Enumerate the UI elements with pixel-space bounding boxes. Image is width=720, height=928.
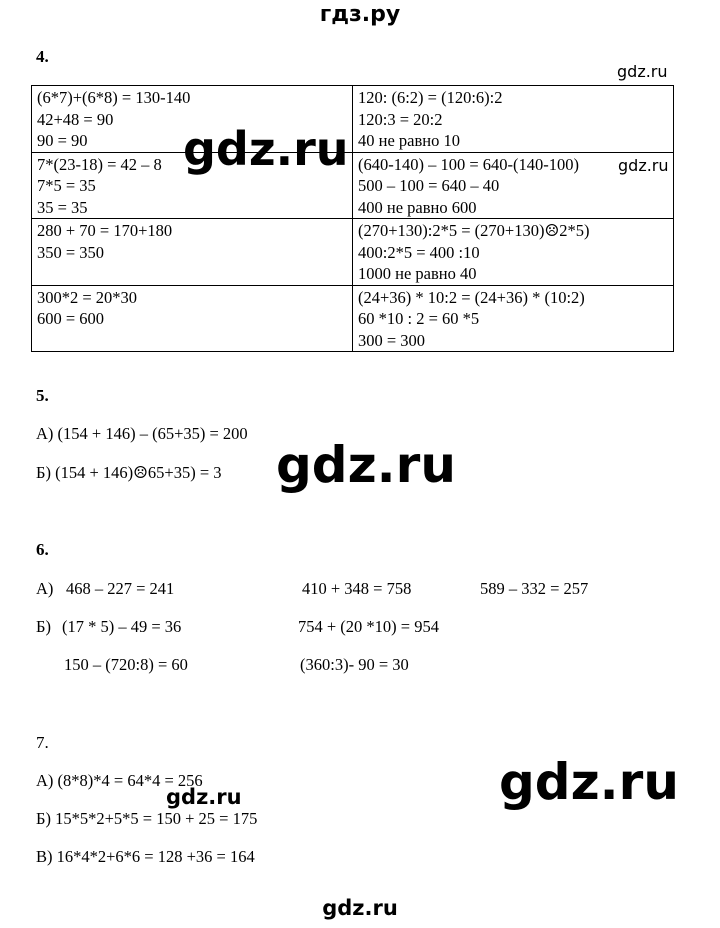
- task-7-c: В) 16*4*2+6*6 = 128 +36 = 164: [36, 847, 255, 866]
- watermark-lower-left: gdz.ru: [166, 785, 242, 809]
- task-6-a1: 468 – 227 = 241: [66, 579, 175, 598]
- task-5-b: Б) (154 + 146)☹65+35) = 3: [36, 463, 222, 482]
- table-cell: [353, 285, 674, 352]
- expression-line: 40 не равно 10: [358, 131, 460, 150]
- site-title: гдз.ру: [319, 2, 401, 27]
- task-6-a-label: А): [36, 579, 54, 598]
- expression-line: (640-140) – 100 = 640-(140-100): [358, 154, 580, 174]
- watermark-table-right: gdz.ru: [618, 156, 669, 175]
- watermark-lower-right: gdz.ru: [499, 753, 679, 811]
- table-row: [32, 285, 674, 352]
- table-cell: [353, 219, 674, 286]
- task-5-a: А) (154 + 146) – (65+35) = 200: [36, 424, 248, 443]
- task-6-a3: 589 – 332 = 257: [480, 579, 589, 598]
- task-4-number: 4.: [36, 47, 49, 66]
- task-7-a: А) (8*8)*4 = 64*4 = 256: [36, 771, 203, 790]
- expression-line: 300 = 300: [358, 330, 426, 350]
- expression-line: (270+130):2*5 = (270+130)☹2*5): [358, 221, 590, 240]
- task-6-a2: 410 + 348 = 758: [302, 579, 412, 598]
- table-row: [32, 86, 674, 153]
- expression-line: 90 = 90: [37, 131, 88, 150]
- task-7-number: 7.: [36, 733, 49, 752]
- task-5-number: 5.: [36, 386, 49, 405]
- expression-line: 400 не равно 600: [358, 197, 477, 217]
- expression-line: 1000 не равно 40: [358, 264, 477, 283]
- table-cell: [353, 86, 674, 153]
- expression-line: 7*(23-18) = 42 – 8: [37, 154, 162, 174]
- expression-line: 500 – 100 = 640 – 40: [358, 176, 500, 195]
- table-cell: [32, 285, 353, 352]
- watermark-table-big: gdz.ru: [183, 122, 349, 176]
- task-6-c1: 150 – (720:8) = 60: [64, 655, 188, 674]
- task-7-b: Б) 15*5*2+5*5 = 150 + 25 = 175: [36, 809, 258, 828]
- task-6-b2: 754 + (20 *10) = 954: [298, 617, 439, 636]
- table-row: [32, 219, 674, 286]
- table-row: [32, 152, 674, 219]
- expression-line: 42+48 = 90: [37, 109, 114, 129]
- expression-line: 280 + 70 = 170+180: [37, 221, 173, 240]
- watermark-bottom: gdz.ru: [322, 896, 398, 920]
- task-4-table: [31, 85, 674, 352]
- expression-line: 300*2 = 20*30: [37, 287, 138, 307]
- expression-line: 35 = 35: [37, 197, 88, 217]
- task-6-b-label: Б): [36, 617, 51, 636]
- task-6-c2: (360:3)- 90 = 30: [300, 655, 409, 674]
- expression-line: 350 = 350: [37, 242, 105, 262]
- expression-line: 400:2*5 = 400 :10: [358, 242, 480, 262]
- task-6-b1: (17 * 5) – 49 = 36: [62, 617, 182, 636]
- expression-line: 60 *10 : 2 = 60 *5: [358, 309, 480, 328]
- watermark-middle: gdz.ru: [276, 436, 456, 494]
- expression-line: 7*5 = 35: [37, 176, 96, 195]
- expression-line: (24+36) * 10:2 = (24+36) * (10:2): [358, 287, 585, 307]
- expression-line: 120: (6:2) = (120:6):2: [358, 88, 503, 107]
- watermark-top-right: gdz.ru: [617, 62, 668, 81]
- task-6-number: 6.: [36, 540, 49, 559]
- expression-line: 120:3 = 20:2: [358, 109, 443, 129]
- expression-line: 600 = 600: [37, 309, 105, 328]
- table-cell: [32, 219, 353, 286]
- expression-line: (6*7)+(6*8) = 130-140: [37, 88, 191, 107]
